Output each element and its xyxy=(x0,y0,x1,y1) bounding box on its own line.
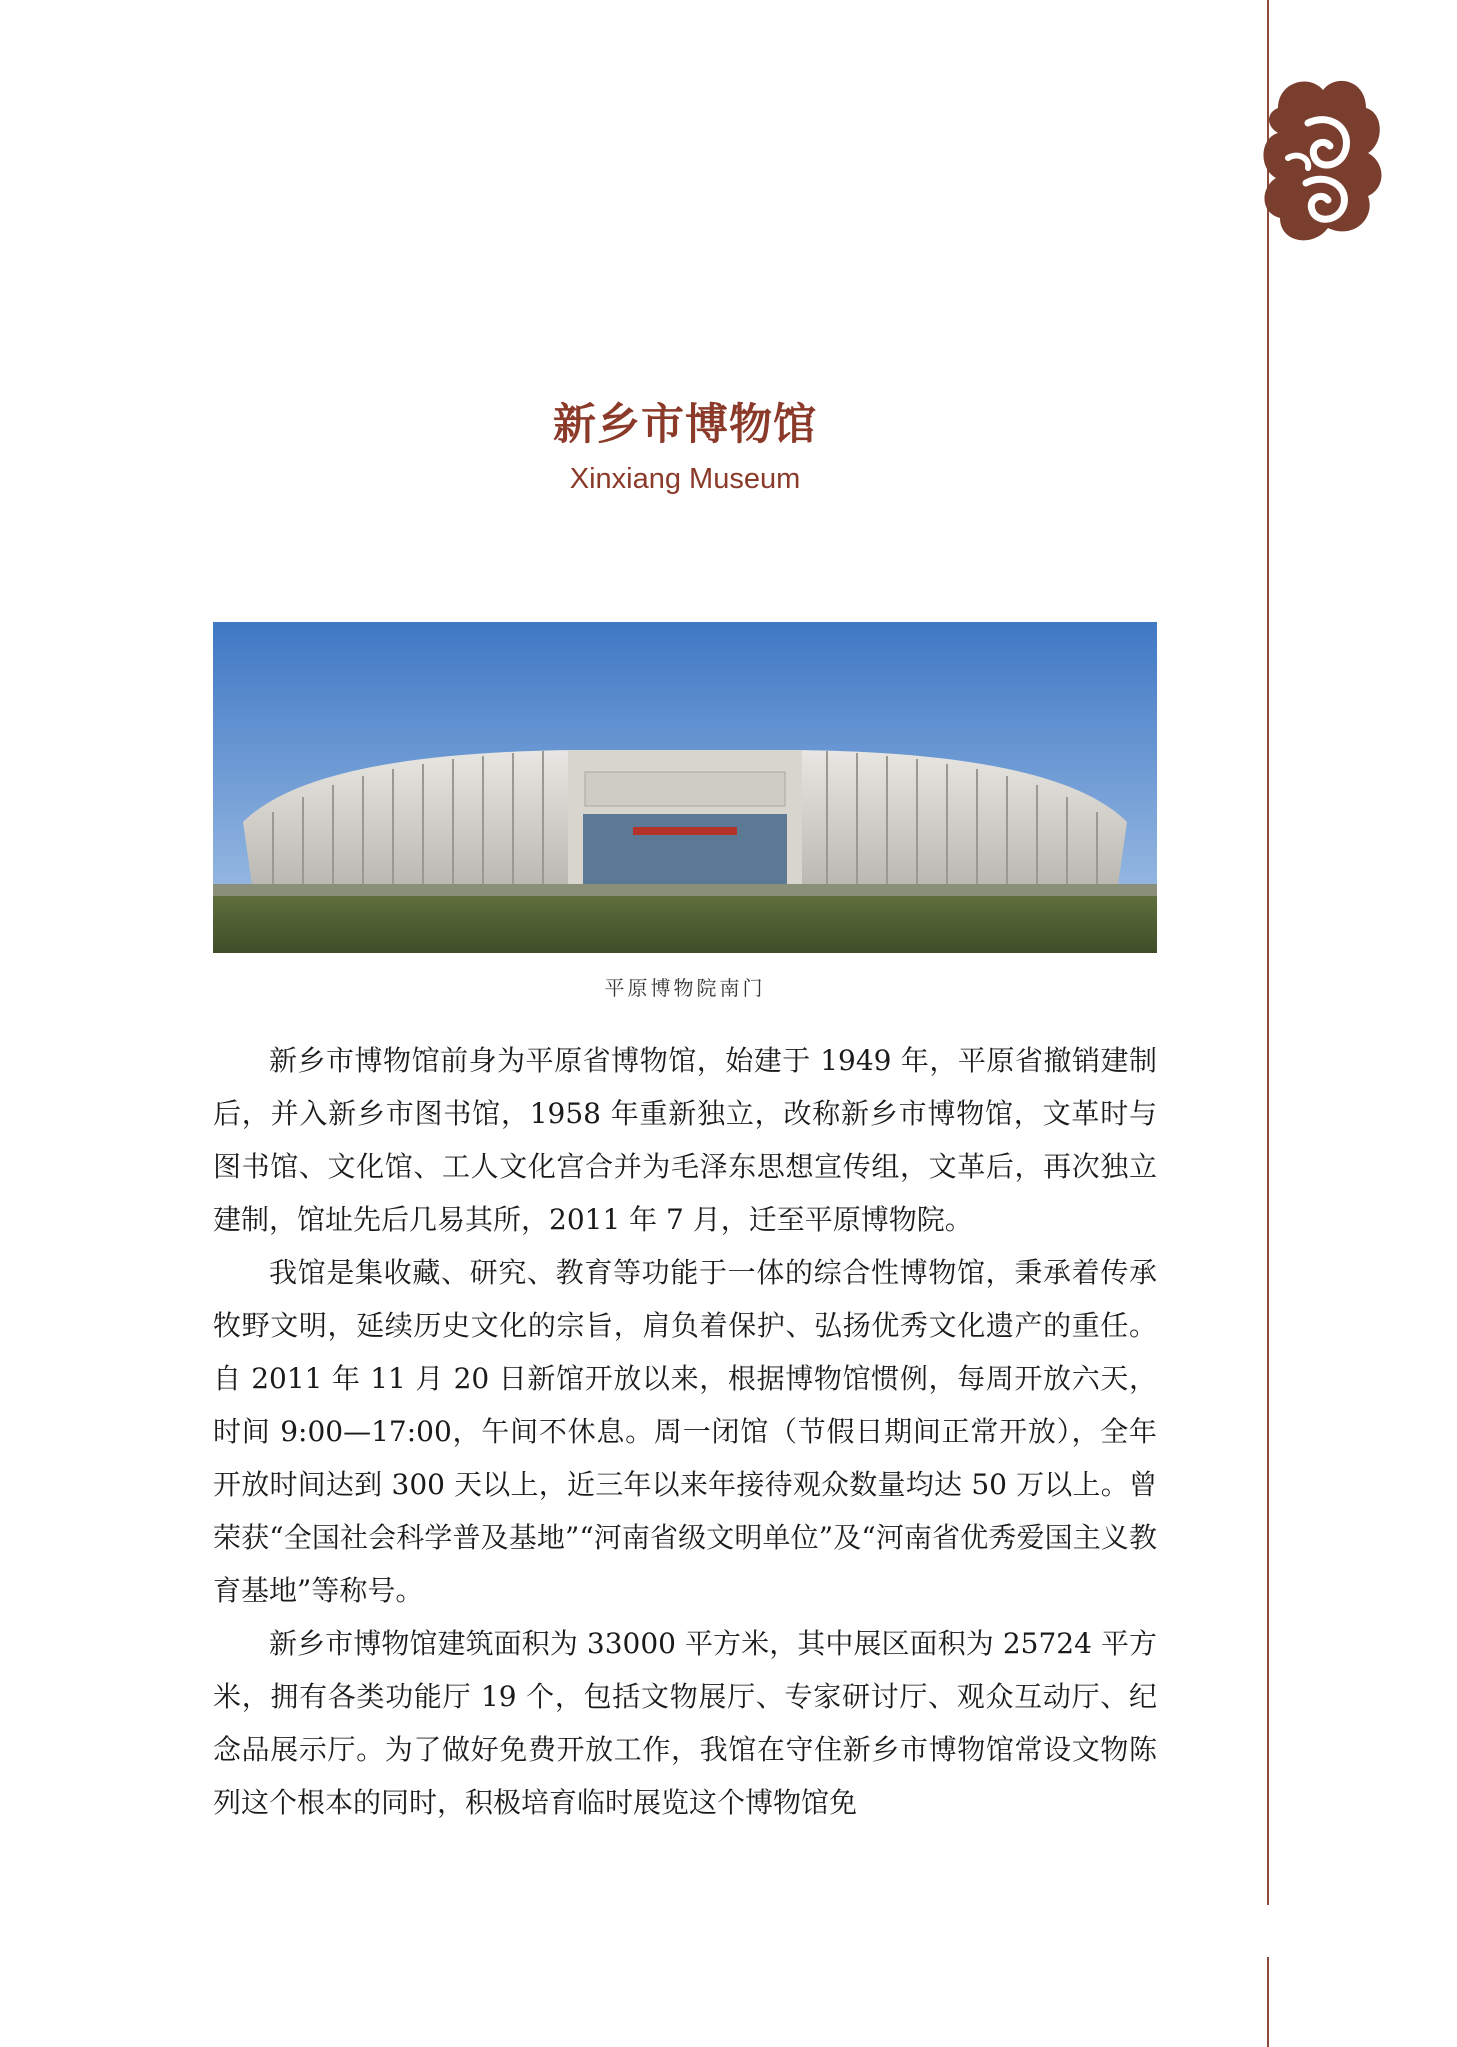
title-block xyxy=(213,395,1157,499)
paragraph: 新乡市博物馆建筑面积为 33000 平方米，其中展区面积为 25724 平方米，拥有各类功能厅 19 个，包括文物展厅、专家研讨厅、观众互动厅、纪念品展示厅。为了做好免费开放工作，我馆在守住新乡市博物馆常设文物陈列这个根本的同时，积极培育临时展览这个博物馆免 xyxy=(213,1627,1157,1819)
margin-rule-bottom xyxy=(1267,1957,1269,2047)
article-body xyxy=(213,1034,1157,1829)
page-title: 新乡市博物馆 xyxy=(553,400,817,450)
museum-photo xyxy=(213,622,1157,953)
paragraph: 我馆是集收藏、研究、教育等功能于一体的综合性博物馆，秉承着传承牧野文明，延续历史文化的宗旨，肩负着保护、弘扬优秀文化遗产的重任。自 2011 年 11 月 20 日新馆开放以来，根据博物馆惯例，每周开放六天，时间 9:00—17:00，午间不休息。周一闭馆（节假日期间正常开放），全年开放时间达到 300 天以上，近三年以来年接待观众数量均达 50 万以上。曾荣获“全国社会科学普及基地”“河南省级文明单位”及“河南省优秀爱国主义教育基地”等称号。 xyxy=(213,1256,1157,1607)
photo-caption: 平原博物院南门 xyxy=(604,976,766,1000)
margin-rule-top xyxy=(1267,0,1269,1905)
paragraph: 新乡市博物馆前身为平原省博物馆，始建于 1949 年，平原省撤销建制后，并入新乡市图书馆，1958 年重新独立，改称新乡市博物馆，文革时与图书馆、文化馆、工人文化宫合并为毛泽东思想宣传组，文革后，再次独立建制，馆址先后几易其所，2011 年 7 月，迁至平原博物院。 xyxy=(213,1044,1157,1236)
cloud-ornament-icon xyxy=(1258,68,1386,252)
page-subtitle: Xinxiang Museum xyxy=(569,463,801,495)
